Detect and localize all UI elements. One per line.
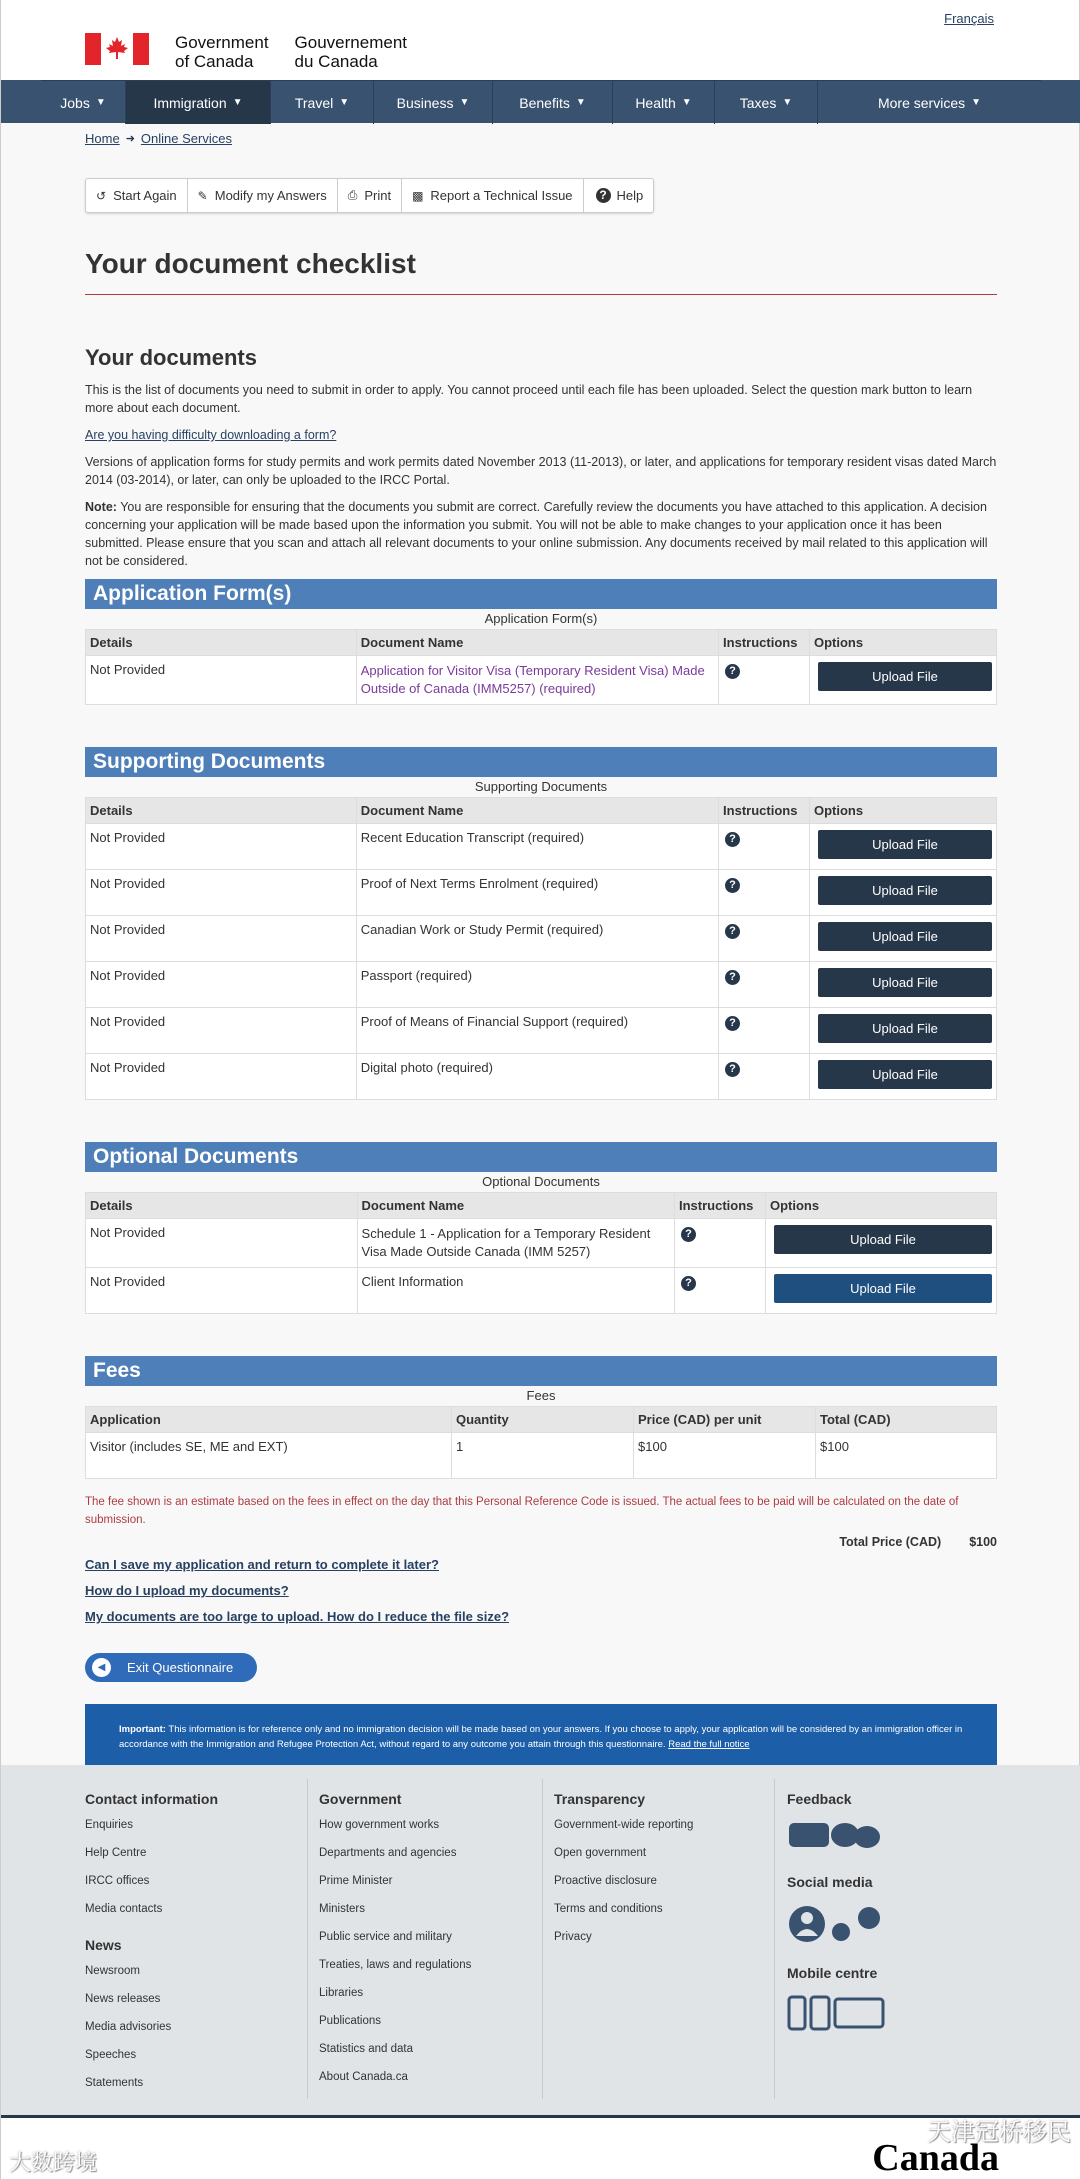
details-cell: Not Provided	[86, 1219, 358, 1268]
help-icon[interactable]: ?	[725, 664, 740, 679]
report-issue-button[interactable]: ▩ Report a Technical Issue	[402, 179, 583, 212]
chevron-down-icon: ▼	[232, 97, 243, 108]
footer-link[interactable]: Government-wide reporting	[554, 1819, 694, 1831]
document-name-cell: Proof of Means of Financial Support (required)	[356, 1008, 718, 1054]
upload-file-button[interactable]: Upload File	[774, 1274, 992, 1303]
signature-english: Government of Canada	[175, 33, 269, 71]
note-text: Note: You are responsible for ensuring that the documents you submit are correct. Carefully review the documents you have attached to this application. A decision concerning your application will be made based upon the information you submit. You will not be able to make changes to your application once it has been submitted. Please ensure that you scan and attach all relevant documents to your online submission. Any documents received by mail related to this application will not be considered.	[85, 500, 988, 568]
document-name-cell: Client Information	[357, 1268, 674, 1314]
footer-feedback-column	[787, 1791, 887, 2036]
column-header-options: Options	[766, 1193, 997, 1219]
details-cell: Not Provided	[86, 1268, 358, 1314]
refresh-icon: ↺	[96, 188, 107, 203]
breadcrumb-home[interactable]: Home	[85, 131, 120, 146]
table-row	[86, 916, 997, 962]
document-name-cell: Recent Education Transcript (required)	[356, 824, 718, 870]
chevron-down-icon: ▼	[782, 97, 793, 108]
watermark-right: 天津冠桥移民	[927, 2119, 1071, 2146]
footer-link[interactable]: About Canada.ca	[319, 2071, 408, 2083]
chevron-down-icon: ▼	[339, 97, 350, 108]
government-signature[interactable]	[85, 33, 433, 71]
table-row	[86, 870, 997, 916]
footer-link[interactable]: Proactive disclosure	[554, 1875, 657, 1887]
printer-icon: ⎙	[347, 188, 358, 202]
document-name-cell: Canadian Work or Study Permit (required)	[356, 916, 718, 962]
footer-link[interactable]: News releases	[85, 1993, 161, 2005]
help-icon[interactable]: ?	[725, 970, 740, 985]
help-icon[interactable]: ?	[725, 878, 740, 893]
footer-link[interactable]: Terms and conditions	[554, 1903, 663, 1915]
breadcrumb-online-services[interactable]: Online Services	[140, 131, 232, 146]
footer-link[interactable]: Media advisories	[85, 2021, 172, 2033]
footer-transparency: Transparency Government-wide reporting Open government Proactive disclosure Terms and conditions Privacy	[554, 1791, 693, 1959]
faq-upload-link[interactable]: How do I upload my documents?	[85, 1583, 289, 1598]
column-header-application: Application	[86, 1407, 452, 1433]
chevron-left-icon: ◀	[92, 1658, 111, 1677]
details-cell: Not Provided	[86, 656, 357, 705]
quantity-cell: 1	[452, 1433, 634, 1479]
chevron-down-icon: ▼	[971, 97, 982, 108]
read-full-notice-link[interactable]: Read the full notice	[668, 1739, 750, 1750]
upload-file-button[interactable]: Upload File	[774, 1225, 992, 1254]
nav-immigration[interactable]: Immigration ▼	[126, 81, 271, 124]
nav-health[interactable]: Health ▼	[613, 81, 715, 124]
bottom-bar	[1, 2115, 1080, 2179]
document-name-cell: Schedule 1 - Application for a Temporary Resident Visa Made Outside Canada (IMM 5257)	[357, 1219, 674, 1268]
footer-link[interactable]: Speeches	[85, 2049, 137, 2061]
footer-link[interactable]: How government works	[319, 1819, 440, 1831]
section-title-your-documents: Your documents	[85, 345, 257, 370]
chevron-down-icon: ▼	[459, 97, 470, 108]
main-navigation	[1, 80, 1080, 123]
fees-heading: Fees	[85, 1356, 997, 1386]
help-icon[interactable]: ?	[725, 832, 740, 847]
footer-link[interactable]: Media contacts	[85, 1903, 163, 1915]
chevron-down-icon: ▼	[575, 97, 586, 108]
site-footer	[1, 1765, 1080, 2115]
fees-table	[85, 1406, 997, 1479]
help-icon[interactable]: ?	[681, 1227, 696, 1242]
exit-questionnaire-button[interactable]: ◀ Exit Questionnaire	[85, 1653, 257, 1682]
help-button[interactable]: ? Help	[584, 179, 654, 212]
table-caption: Supporting Documents	[474, 779, 608, 794]
signature-french: Gouvernement du Canada	[294, 33, 407, 71]
table-row	[86, 1054, 997, 1100]
help-icon[interactable]: ?	[681, 1276, 696, 1291]
table-row	[86, 1219, 997, 1268]
column-header-document-name: Document Name	[356, 630, 718, 656]
application-forms-heading: Application Form(s)	[85, 579, 997, 609]
breadcrumb	[85, 131, 232, 146]
intro-text: This is the list of documents you need to submit in order to apply. You cannot proceed until each file has been uploaded. Select the question mark button to learn more about each document.	[85, 383, 973, 415]
nav-jobs[interactable]: Jobs ▼	[41, 81, 126, 124]
details-cell: Not Provided	[86, 1008, 357, 1054]
table-row	[86, 824, 997, 870]
help-icon[interactable]: ?	[725, 1016, 740, 1031]
total-price: Total Price (CAD) $100	[839, 1535, 997, 1549]
feedback-icon[interactable]	[787, 1819, 883, 1855]
footer-link[interactable]: Privacy	[554, 1931, 592, 1943]
upload-file-button[interactable]: Upload File	[818, 1014, 992, 1043]
print-button[interactable]: ⎙ Print	[338, 179, 402, 212]
chevron-down-icon: ▼	[681, 97, 692, 108]
table-row	[86, 656, 997, 705]
nav-business[interactable]: Business ▼	[374, 81, 493, 124]
table-caption: Application Form(s)	[484, 611, 598, 626]
maple-leaf-icon	[104, 36, 130, 62]
document-link[interactable]: Application for Visitor Visa (Temporary Resident Visa) Made Outside of Canada (IMM5257) (required)	[360, 663, 705, 696]
mobile-centre-heading[interactable]: Mobile centre	[787, 1965, 878, 1981]
faq-links	[85, 1557, 997, 1627]
price-cell: $100	[634, 1433, 816, 1479]
column-header-instructions: Instructions	[719, 798, 810, 824]
optional-documents-heading: Optional Documents	[85, 1142, 997, 1172]
upload-file-button[interactable]: Upload File	[818, 830, 992, 859]
details-cell: Not Provided	[86, 870, 357, 916]
action-toolbar	[85, 178, 654, 213]
arrow-right-icon: ➜	[125, 133, 135, 145]
watermark-left: 大数跨境	[9, 2150, 98, 2175]
page-title: Your document checklist	[85, 248, 997, 295]
footer-link[interactable]: Treaties, laws and regulations	[319, 1959, 472, 1971]
column-header-document-name: Document Name	[357, 1193, 674, 1219]
top-bar	[1, 0, 1079, 80]
main-content	[85, 248, 997, 1772]
fee-note: The fee shown is an estimate based on the fees in effect on the day that this Personal Reference Code is issued. The actual fees to be paid will be calculated on the date of submission.	[85, 1496, 959, 1526]
faq-file-size-link[interactable]: My documents are too large to upload. How do I reduce the file size?	[85, 1609, 510, 1624]
footer-link[interactable]: IRCC offices	[85, 1875, 150, 1887]
modify-answers-button[interactable]: ✎ Modify my Answers	[188, 179, 338, 212]
feedback-heading[interactable]: Feedback	[787, 1791, 852, 1807]
nav-more-services[interactable]: More services ▼	[877, 94, 982, 111]
social-media-icon[interactable]	[787, 1902, 883, 1946]
details-cell: Not Provided	[86, 916, 357, 962]
footer-link[interactable]: Help Centre	[85, 1847, 147, 1859]
column-header-details: Details	[86, 630, 357, 656]
column-header-total: Total (CAD)	[816, 1407, 997, 1433]
table-caption: Optional Documents	[482, 1174, 600, 1189]
help-icon[interactable]: ?	[725, 924, 740, 939]
help-icon[interactable]: ?	[725, 1062, 740, 1077]
supporting-documents-heading: Supporting Documents	[85, 747, 997, 777]
footer-link[interactable]: Public service and military	[319, 1931, 452, 1943]
document-name-cell: Proof of Next Terms Enrolment (required)	[356, 870, 718, 916]
mobile-devices-icon[interactable]	[787, 1993, 887, 2033]
canada-flag-icon	[85, 33, 149, 65]
nav-taxes[interactable]: Taxes ▼	[715, 81, 818, 124]
total-cell: $100	[816, 1433, 997, 1479]
table-row	[86, 962, 997, 1008]
details-cell: Not Provided	[86, 824, 357, 870]
footer-link[interactable]: Libraries	[319, 1987, 364, 1999]
column-header-quantity: Quantity	[452, 1407, 634, 1433]
column-header-instructions: Instructions	[719, 630, 810, 656]
important-notice: Important: This information is for reference only and no immigration decision will be made based on your answers. If you choose to apply, your application will be considered by an immigration officer in accordance with the Immigration and Refugee Protection Act, without regard to any outcome you attain through this questionnaire. Read the full notice	[85, 1704, 997, 1772]
column-header-instructions: Instructions	[675, 1193, 766, 1219]
pencil-icon: ✎	[197, 188, 208, 203]
document-name-cell: Passport (required)	[356, 962, 718, 1008]
table-caption: Fees	[526, 1388, 556, 1403]
application-cell: Visitor (includes SE, ME and EXT)	[86, 1433, 452, 1479]
comment-icon: ▩	[412, 188, 424, 203]
upload-file-button[interactable]: Upload File	[818, 1060, 992, 1089]
column-header-details: Details	[86, 1193, 358, 1219]
application-forms-table	[85, 629, 997, 705]
footer-link[interactable]: Open government	[554, 1847, 647, 1859]
optional-documents-table	[85, 1192, 997, 1314]
column-header-options: Options	[810, 798, 997, 824]
details-cell: Not Provided	[86, 962, 357, 1008]
versions-text: Versions of application forms for study permits and work permits dated November 2013 (11-2013), or later, and applications for temporary resident visas dated March 2014 (03-2014), or later, can only be uploaded to the IRCC Portal.	[85, 455, 997, 487]
table-row	[86, 1433, 997, 1479]
table-row	[86, 1008, 997, 1054]
faq-save-link[interactable]: Can I save my application and return to complete it later?	[85, 1557, 439, 1572]
column-header-price: Price (CAD) per unit	[634, 1407, 816, 1433]
footer-link[interactable]: Statements	[85, 2077, 144, 2089]
footer-link[interactable]: Prime Minister	[319, 1875, 393, 1887]
column-header-options: Options	[810, 630, 997, 656]
details-cell: Not Provided	[86, 1054, 357, 1100]
document-name-cell: Digital photo (required)	[356, 1054, 718, 1100]
upload-file-button[interactable]: Upload File	[818, 876, 992, 905]
footer-link[interactable]: Departments and agencies	[319, 1847, 457, 1859]
table-row	[86, 1268, 997, 1314]
supporting-documents-table	[85, 797, 997, 1100]
footer-link[interactable]: Enquiries	[85, 1819, 133, 1831]
question-icon: ?	[596, 188, 611, 203]
upload-file-button[interactable]: Upload File	[818, 662, 992, 691]
social-media-heading[interactable]: Social media	[787, 1874, 873, 1890]
footer-government: Government How government works Departments and agencies Prime Minister Ministers Public service and military Treaties, laws and regulations Libraries Publications Statistics and data About Canada.ca	[319, 1791, 471, 2099]
language-toggle-link[interactable]: Français	[944, 11, 994, 26]
chevron-down-icon: ▼	[95, 97, 106, 108]
nav-travel[interactable]: Travel ▼	[271, 81, 374, 124]
footer-link[interactable]: Statistics and data	[319, 2043, 413, 2055]
canada-wordmark: Canada	[872, 2137, 999, 2179]
footer-link[interactable]: Publications	[319, 2015, 382, 2027]
start-again-button[interactable]: ↺ Start Again	[86, 179, 188, 212]
footer-link[interactable]: Ministers	[319, 1903, 366, 1915]
upload-file-button[interactable]: Upload File	[818, 922, 992, 951]
footer-link[interactable]: Newsroom	[85, 1965, 140, 1977]
footer-contact: Contact information Enquiries Help Centre IRCC offices Media contacts News Newsroom News releases Media advisories Speeches Statements	[85, 1791, 218, 2105]
difficulty-download-link[interactable]: Are you having difficulty downloading a form?	[85, 428, 337, 442]
column-header-details: Details	[86, 798, 357, 824]
column-header-document-name: Document Name	[356, 798, 718, 824]
upload-file-button[interactable]: Upload File	[818, 968, 992, 997]
nav-benefits[interactable]: Benefits ▼	[493, 81, 613, 124]
